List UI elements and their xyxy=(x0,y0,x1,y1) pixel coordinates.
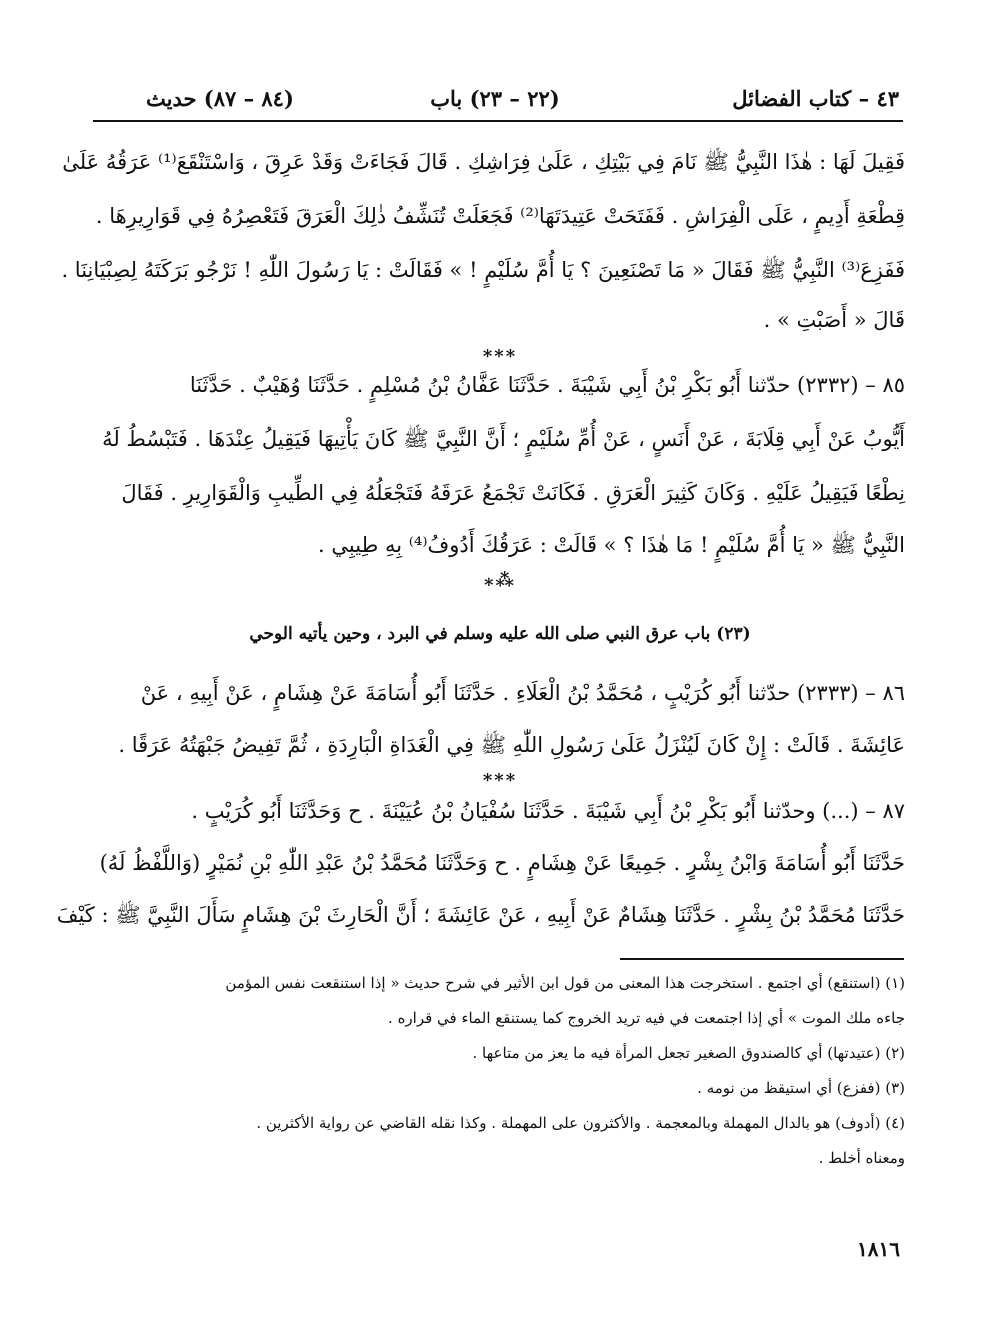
chapter-heading: (٢٣) باب عرق النبي صلى الله عليه وسلم في البرد ، وحين يأتيه الوحي xyxy=(249,624,751,644)
chapter-separator: ⁎⁂ xyxy=(484,570,516,591)
running-header-book-title: ٤٣ – كتاب الفضائل xyxy=(732,86,899,111)
footnote-4-continued: ومعناه أخلط . xyxy=(818,1149,905,1167)
text-line: فَفَزِعَ⁽³⁾ النَّبِيُّ ﷺ فَقَالَ « مَا تَصْنَعِينَ ؟ يَا أُمَّ سُلَيْمٍ ! » فَقَالَتْ : يَا رَسُولَ اللّٰهِ ! نَرْجُو بَرَكَتَهُ لِصِبْيَانِنَا . xyxy=(61,258,905,282)
text-line: قِطْعَةِ أَدِيمٍ ، عَلَى الْفِرَاشِ . فَفَتَحَتْ عَتِيدَتَهَا⁽²⁾ فَجَعَلَتْ تُنَشِّفُ ذٰلِكَ الْعَرَقَ فَتَعْصِرُهُ فِي قَوَارِيرِهَا . xyxy=(95,204,905,228)
text-line: حَدَّثَنَا مُحَمَّدُ بْنُ بِشْرٍ . حَدَّثَنَا هِشَامٌ عَنْ أَبِيهِ ، عَنْ عَائِشَةَ ؛ أَنَّ الْحَارِثَ بْنَ هِشَامٍ سَأَلَ النَّبِيَّ ﷺ : كَيْفَ xyxy=(56,903,905,927)
header-rule xyxy=(93,120,903,122)
running-header-chapter-range: (٢٢ – ٢٣) باب xyxy=(430,86,560,111)
running-header-hadith-range: (٨٤ – ٨٧) حديث xyxy=(146,86,294,111)
text-line: فَقِيلَ لَهَا : هٰذَا النَّبِيُّ ﷺ نَامَ فِي بَيْتِكِ ، عَلَىٰ فِرَاشِكِ . قَالَ فَجَاءَتْ وَقَدْ عَرِقَ ، وَاسْتَنْقَعَ⁽¹⁾ عَرَقُهُ عَلَىٰ xyxy=(62,150,905,174)
footnote-rule xyxy=(620,958,904,960)
text-line: النَّبِيُّ ﷺ « يَا أُمَّ سُلَيْمٍ ! مَا هٰذَا ؟ » قَالَتْ : عَرَقُكَ أَدُوفُ⁽⁴⁾ بِهِ طِيبِي . xyxy=(318,533,905,557)
hadith-87-line: ٨٧ – (...) وحدّثنا أَبُو بَكْرِ بْنُ أَبِي شَيْبَةَ . حَدَّثَنَا سُفْيَانُ بْنُ عُيَيْنَةَ . ح وَحَدَّثَنَا أَبُو كُرَيْبٍ . xyxy=(191,799,905,823)
section-separator: *** xyxy=(482,770,518,791)
text-line: حَدَّثَنَا أَبُو أُسَامَةَ وَابْنُ بِشْرٍ . جَمِيعًا عَنْ هِشَامٍ . ح وَحَدَّثَنَا مُحَمَّدُ بْنُ عَبْدِ اللّٰهِ بْنِ نُمَيْرٍ (وَاللَّفْظُ لَهُ) xyxy=(99,851,905,875)
text-line: عَائِشَةَ . قَالَتْ : إِنْ كَانَ لَيُنْزَلُ عَلَىٰ رَسُولِ اللّٰهِ ﷺ فِي الْغَدَاةِ الْبَارِدَةِ ، ثُمَّ تَفِيضُ جَبْهَتُهُ عَرَقًا . xyxy=(118,733,905,757)
page-number: ١٨١٦ xyxy=(857,1237,900,1261)
footnote-3: (٣) (ففزع) أي استيقظ من نومه . xyxy=(697,1079,905,1097)
text-line: أَيُّوبُ عَنْ أَبِي قِلَابَةَ ، عَنْ أَنَسٍ ، عَنْ أُمِّ سُلَيْمٍ ؛ أَنَّ النَّبِيَّ ﷺ كَانَ يَأْتِيهَا فَيَقِيلُ عِنْدَهَا . فَتَبْسُطُ لَهُ xyxy=(102,427,905,451)
text-line: نِطْعًا فَيَقِيلُ عَلَيْهِ . وَكَانَ كَثِيرَ الْعَرَقِ . فَكَانَتْ تَجْمَعُ عَرَقَهُ فَتَجْعَلُهُ فِي الطِّيبِ وَالْقَوَارِيرِ . فَقَالَ xyxy=(121,481,905,505)
footnote-1-continued: جاءه ملك الموت » أي إذا اجتمعت في فيه تريد الخروج كما يستنقع الماء في قراره . xyxy=(388,1009,905,1027)
hadith-86-line: ٨٦ – (٢٣٣٣) حدّثنا أَبُو كُرَيْبٍ ، مُحَمَّدُ بْنُ الْعَلَاءِ . حَدَّثَنَا أَبُو أُسَامَةَ عَنْ هِشَامٍ ، عَنْ أَبِيهِ ، عَنْ xyxy=(140,681,905,705)
section-separator: *** xyxy=(482,346,518,367)
footnote-4: (٤) (أدوف) هو بالدال المهملة وبالمعجمة . والأكثرون على المهملة . وكذا نقله القاضي عن رواية الأكثرين . xyxy=(256,1114,905,1132)
footnote-1: (١) (استنقع) أي اجتمع . استخرجت هذا المعنى من قول ابن الأثير في شرح حديث « إذا استنقعت نفس المؤمن xyxy=(225,974,905,992)
footnote-2: (٢) (عتيدتها) أي كالصندوق الصغير تجعل المرأة فيه ما يعز من متاعها . xyxy=(472,1044,905,1062)
text-line: قَالَ « أَصَبْتِ » . xyxy=(763,308,905,332)
hadith-85-line: ٨٥ – (٢٣٣٢) حدّثنا أَبُو بَكْرِ بْنُ أَبِي شَيْبَةَ . حَدَّثَنَا عَفَّانُ بْنُ مُسْلِمٍ . حَدَّثَنَا وُهَيْبٌ . حَدَّثَنَا xyxy=(189,373,905,397)
